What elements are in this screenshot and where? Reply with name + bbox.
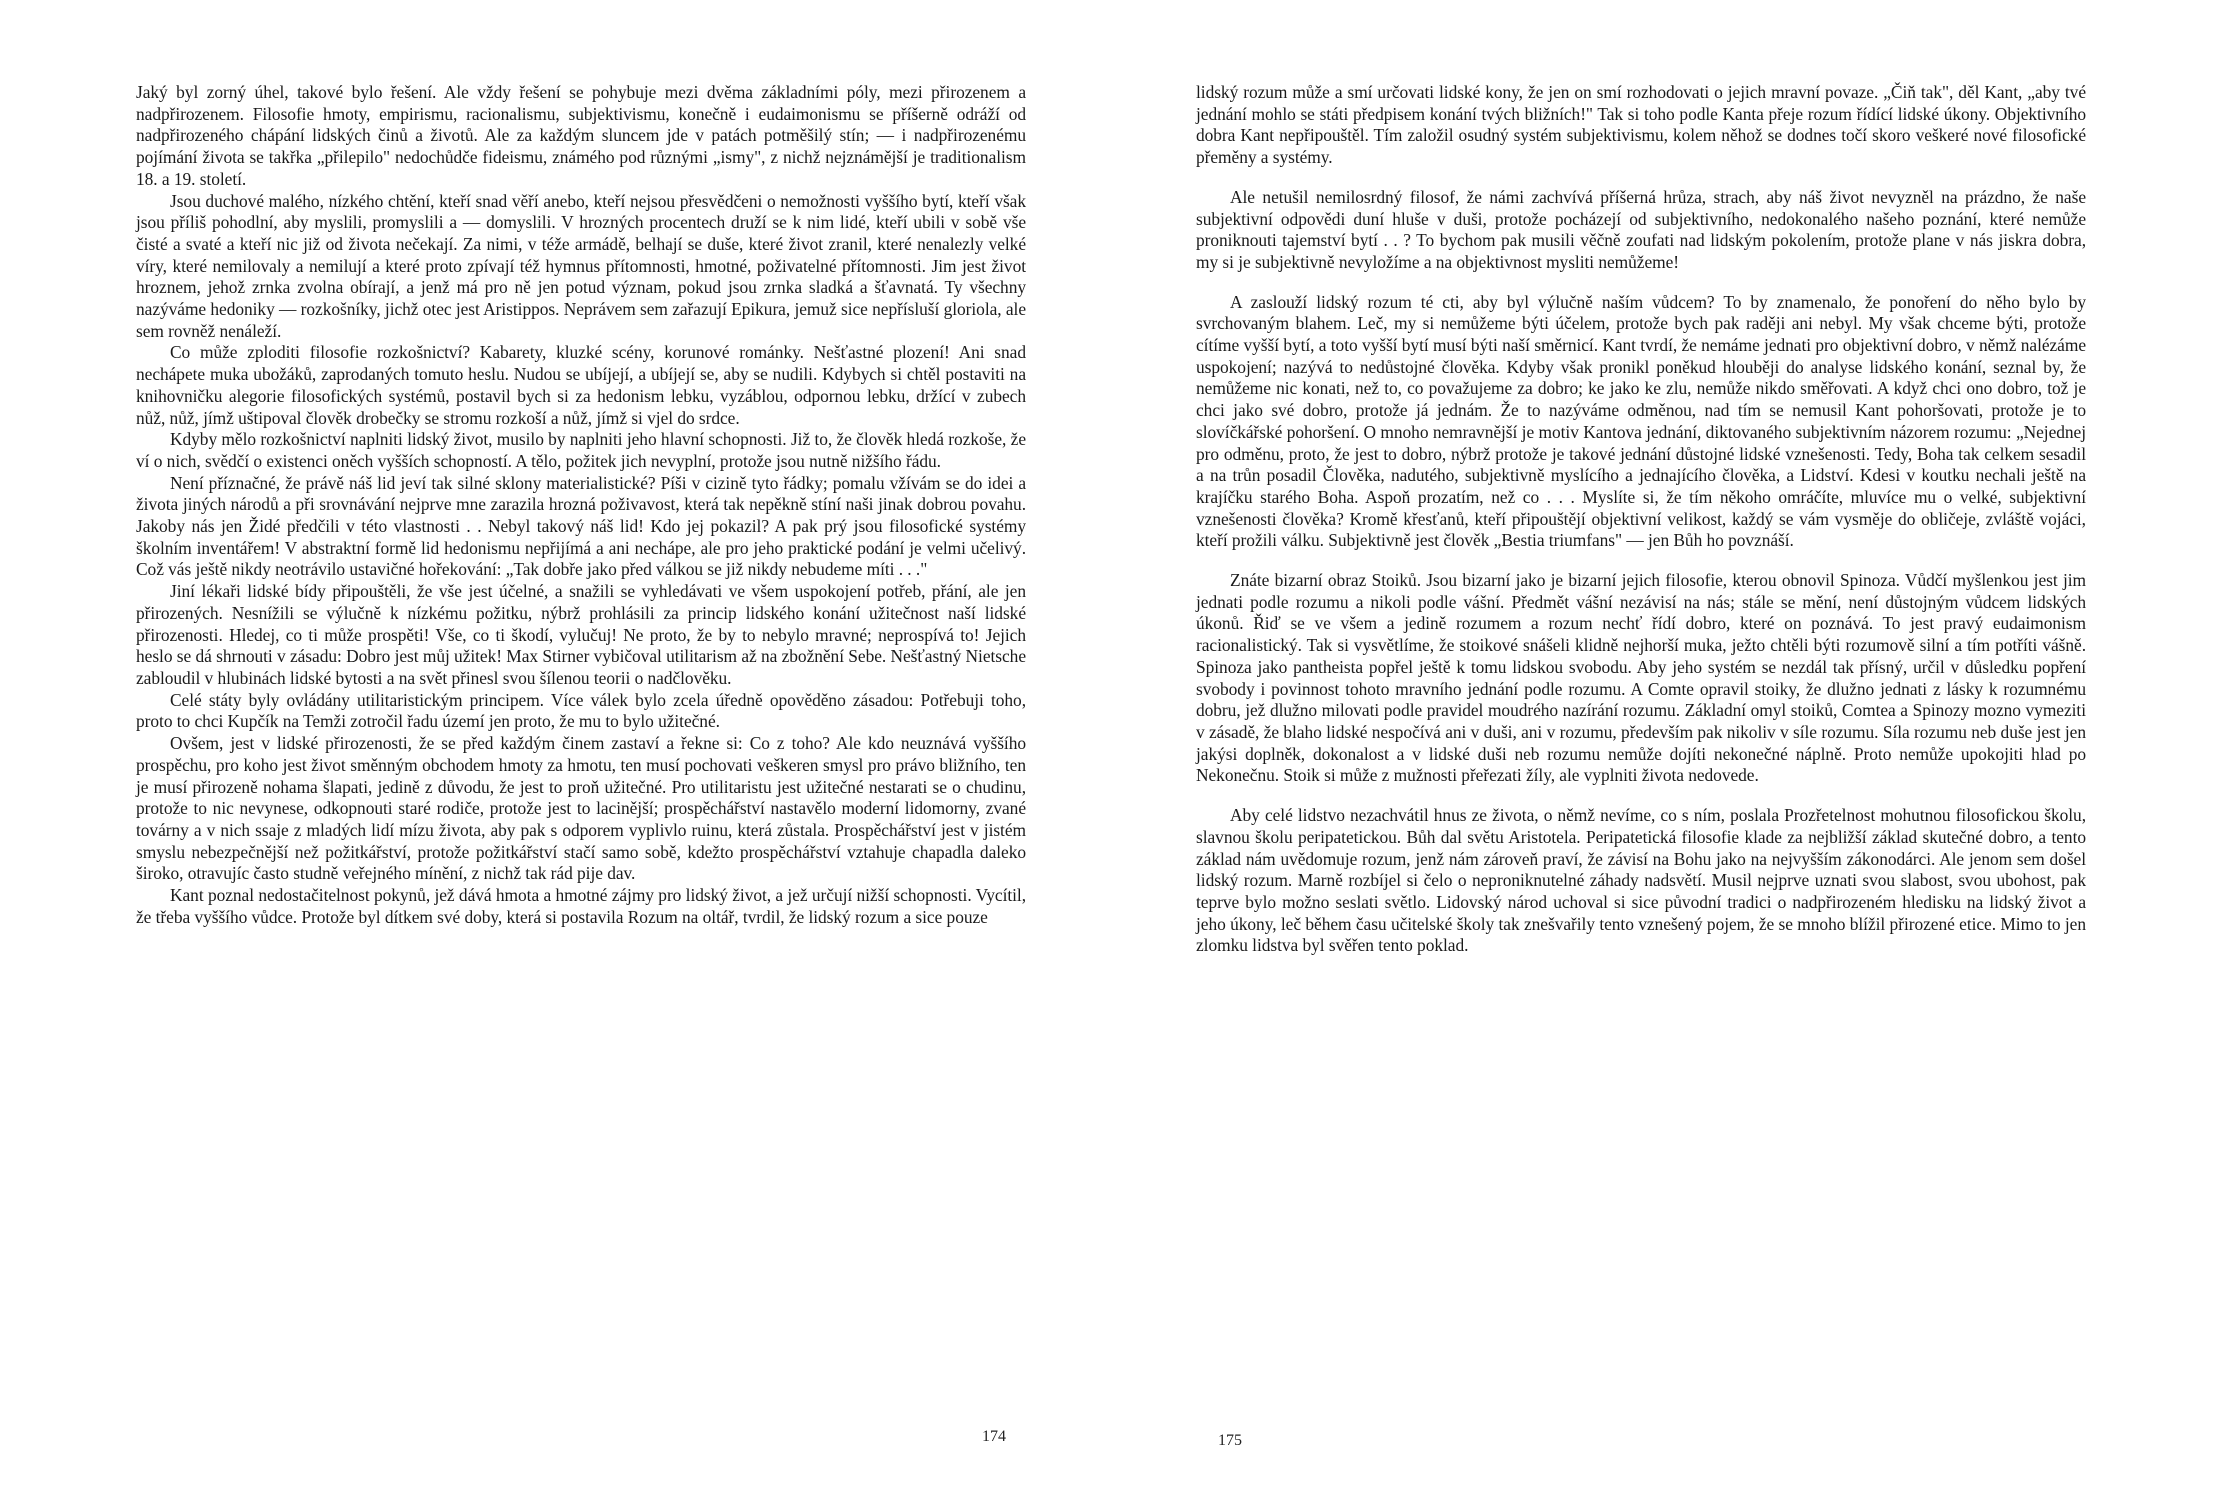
page-number-left: 174 [982,1428,1006,1445]
paragraph: Jaký byl zorný úhel, takové bylo řešení. Ale vždy řešení se pohybuje mezi dvěma základními póly, mezi přirozenem a nadpřirozenem. Filosofie hmoty, empirismu, racionalismu, subjektivismu, konečně i eudaimonismu se příšerně odráží od nadpřirozeného chápání lidských činů a životů. Ale za každým sluncem jde v patách potměšilý stín; — i nadpřirozenému pojímání života se takřka „přilepilo" nedochůdče fideismu, známého pod různými „ismy", z nichž nejznámější je traditionalism 18. a 19. století. [136,82,1026,189]
paragraph: Znáte bizarní obraz Stoiků. Jsou bizarní jako je bizarní jejich filosofie, kterou obnovil Spinoza. Vůdčí myšlenkou jest jim jednati podle rozumu a nikoli podle vášní. Předmět vášní nezávisí na nás; stále se mění, není důstojným vůdcem lidských úkonů. Řiď se ve všem a jedině rozumem a rozum nechť řídí dobro, které on poznává. To jest pravý eudaimonism racionalistický. Tak si vysvětlíme, že stoikové snášeli klidně nejhorší muka, ježto chtěli býti rozumově silní a tím potříti vášně. Spinoza jako pantheista popřel ještě k tomu lidskou svobodu. Aby jeho systém se nezdál tak přísný, určil v důsledku popření svobody i povinnost tohoto mravního jednání podle rozumu. A Comte opravil stoiky, že dlužno jednati z lásky k rozumnému dobru, jež dlužno milovati podle pravidel moudrého nazírání rozumu. Základní omyl stoiků, Comtea a Spinozy mozno vymeziti v zásadě, že blaho lidské nespočívá ani v duši, ani v rozumu, především pak nikoliv v síle rozumu. Síla rozumu neb duše jest jen jakýsi doplněk, dokonalost a v lidské duši neb rozumu nemůže dojíti nekonečné náplně. Proto nemůže upokojiti hlad po Nekonečnu. Stoik si může z mužnosti přeřezati žíly, ale vyplniti života nedovede. [1196,570,2086,786]
paragraph: Není příznačné, že právě náš lid jeví tak silné sklony materialistické? Píši v cizině tyto řádky; pomalu vžívám se do idei a života jiných národů a při srovnávání nejprve mne zarazila hrozná poživavost, která tak nepěkně stíní naši jinak dobrou povahu. Jakoby nás jen Židé předčili v této vlastnosti . . Nebyl takový náš lid! Kdo jej pokazil? A pak prý jsou filosofické systémy školním inventářem! V abstraktní formě lid hedonismu nepřijímá a ani nechápe, ale pro jeho praktické podání je velmi učelivý. Což vás ještě nikdy neotrávilo ustavičné hořekování: „Tak dobře jako před válkou se již nikdy nebudeme míti . . ." [136,472,1026,580]
paragraph: Ovšem, jest v lidské přirozenosti, že se před každým činem zastaví a řekne si: Co z toho? Ale kdo neuznává vyššího prospěchu, pro koho jest život směnným obchodem hmoty za hmotu, ten musí pochovati veškeren smysl pro právo bližního, ten je musí přirozeně nohama šlapati, jedině z důvodu, že jest to proň užitečné. Pro utilitaristu jest užitečné nestarati se o chudinu, protože to nic nevynese, odkopnouti staré rodiče, protože jest to lacinější; prospěchářství nastavělo moderní lidomorny, zvané továrny a v nich ssaje z mladých lidí mízu života, aby pak s odporem vyplivlo ruinu, která zůstala. Prospěchářství jest v jistém smyslu nebezpečnější než požitkářství, protože požitkářství stačí samo sobě, kdežto prospěchářství vztahuje chapadla daleko široko, otravujíc často studně veřejného mínění, z nichž tak rád pije dav. [136,733,1026,884]
paragraph: lidský rozum může a smí určovati lidské kony, že jen on smí rozhodovati o jejich mravní povaze. „Čiň tak", děl Kant, „aby tvé jednání mohlo se státi předpisem konání tvých bližních!" Tak si toho podle Kanta přeje rozum řídící lidské úkony. Objektivního dobra Kant nepřipouštěl. Tím založil osudný systém subjektivismu, kolem něhož se dodnes točí skoro veškeré nové filosofické přeměny a systémy. [1196,82,2086,168]
left-page [136,82,1026,1472]
paragraph: Celé státy byly ovládány utilitaristickým principem. Více válek bylo zcela úředně opověděno zásadou: Potřebuji toho, proto to chci Kupčík na Temži zotročil řadu území jen proto, že mu to bylo užitečné. [136,689,1026,732]
paragraph: Jiní lékaři lidské bídy připouštěli, že vše jest účelné, a snažili se vyhledávati ve všem uspokojení potřeb, přání, ale jen přirozených. Nesnížili se výlučně k nízkému požitku, nýbrž prohlásili za princip lidského konání užitečnost naší lidské přirozenosti. Hledej, co ti může prospěti! Vše, co ti škodí, vylučuj! Ne proto, že by to nebylo mravné; neprospívá to! Jejich heslo se dá shrnouti v zásadu: Dobro jest můj užitek! Max Stirner vybičoval utilitarism až na zbožnění Sebe. Nešťastný Nietsche zabloudil v hlubinách lidské bytosti a na svět přinesl svou šílenou teorii o nadčlověku. [136,581,1026,688]
paragraph: Kdyby mělo rozkošnictví naplniti lidský život, musilo by naplniti jeho hlavní schopnosti. Již to, že člověk hledá rozkoše, že ví o nich, svědčí o existenci oněch vyšších schopností. A tělo, požitek jich nevyplní, protože jsou nutně nižšího řádu. [136,429,1026,471]
paragraph: Ale netušil nemilosrdný filosof, že námi zachvívá příšerná hrůza, strach, aby náš život nevyzněl na prázdno, že naše subjektivní odpovědi duní hluše v duši, protože pocházejí od subjektivního, nedokonalého našeho poznání, které nemůže proniknouti tajemství bytí . . ? To bychom pak musili věčně zoufati nad lidským pokolením, protože plane v nás jiskra dobra, my si je subjektivně nevyložíme a na objektivnost mysliti nemůžeme! [1196,186,2086,272]
paragraph: Kant poznal nedostačitelnost pokynů, jež dává hmota a hmotné zájmy pro lidský život, a jež určují nižší schopnosti. Vycítil, že třeba vyššího vůdce. Protože byl dítkem své doby, která si postavila Rozum na oltář, tvrdil, že lidský rozum a sice pouze [136,885,1026,927]
paragraph: A zaslouží lidský rozum té cti, aby byl výlučně naším vůdcem? To by znamenalo, že ponoření do něho bylo by svrchovaným blahem. Leč, my si nemůžeme býti účelem, protože bych pak raději ani nebyl. My však chceme býti, protože cítíme vyšší bytí, a toto vyšší bytí musí býti naší směrnicí. Kant tvrdí, že nemáme jednati pro objektivní dobro, v němž nalézáme uspokojení; nazývá to nedůstojné člověka. Kdyby však pronikl poněkud hlouběji do analyse lidského konání, seznal by, že nemůžeme nic konati, než to, co považujeme za dobro; ke jako ke zlu, nemůže nikdo směřovati. A když chci ono dobro, tož je chci jako své dobro, protože já jednám. Že to nazýváme odměnou, nad tím se nemusil Kant pohoršovati, protože je to slovíčkářské pohoršení. O mnoho nemravnější je motiv Kantova jednání, diktovaného subjektivním názorem rozumu: „Nejednej pro odměnu, proto, že jest to dobro, nýbrž protože je takové jednání důstojné lidské vznešenosti. Tedy, Boha tak celkem sesadil a na trůn posadil Člověka, nadutého, subjektivně myslícího a jednajícího člověka, a Lidství. Kdesi v koutku nechali ještě na krajíčku starého Boha. Aspoň prozatím, než co . . . Myslíte si, že tím někoho omráčíte, mluvíce mu o velké, subjektivní vznešenosti člověka? Kromě křesťanů, kteří připouštějí objektivní velikost, každý se vám vysměje do obličeje, zvláště vojáci, kteří prožili válku. Subjektivně jest člověk „Bestia triumfans" — jen Bůh ho povznáší. [1196,291,2086,551]
paragraph: Jsou duchové malého, nízkého chtění, kteří snad věří anebo, kteří nejsou přesvědčeni o nemožnosti vyššího bytí, kteří však jsou příliš pohodlní, aby myslili, promyslili a — domyslili. V hrozných procentech druží se k nim lidé, kteří ubili v sobě vše čisté a svaté a kteří nic již od života nečekají. Za nimi, v téže armádě, belhají se duše, které život zranil, které nenalezly velké víry, které nemilovaly a nemilují a které proto zpívají též hymnus přítomnosti, hmotné, poživatelné přítomnosti. Jim jest život hroznem, jehož zrnka zvolna obírají, a jenž má pro ně jen potud význam, pokud jsou zrnka sladká a šťavnatá. Ty všechny nazýváme hedoniky — rozkošníky, jichž otec jest Aristippos. Neprávem sem zařazují Epikura, jemuž sice nepřísluší gloriola, ale sem rovněž nenáleží. [136,190,1026,341]
paragraph: Co může zploditi filosofie rozkošnictví? Kabarety, kluzké scény, korunové románky. Nešťastné plození! Ani snad nechápete muka ubožáků, zaprodaných tomuto heslu. Nudou se ubíjejí, a ubíjejí se, aby se nudili. Kdybych si chtěl postaviti na knihovničku alegorie filosofických systémů, postavil bych si za hedonism lebku, vyzáblou, odpornou lebku, držící v zubech nůž, nůž, jímž uštipoval člověk drobečky se stromu rozkoší a nůž, jímž si vjel do srdce. [136,342,1026,428]
paragraph: Aby celé lidstvo nezachvátil hnus ze života, o němž nevíme, co s ním, poslala Prozřetelnost mohutnou filosofickou školu, slavnou školu peripatetickou. Bůh dal světu Aristotela. Peripatetická filosofie klade za nejbližší základ skutečné dobro, a tento základ nám uvědomuje rozum, jenž nám zároveň praví, že závisí na Bohu jako na nejvyšším zákonodárci. Ale jenom sem došel lidský rozum. Marně rozbíjel si čelo o neproniknutelné záhady nadsvětí. Musil nejprve uznati svou slabost, svou ubohost, pak teprve bylo možno seslati světlo. Lidovský národ uchoval si sice původní tradici o nadpřirozeném hledisku na lidský život a jeho úkony, leč během času učitelské školy tak znešvařily tento vznešený pojem, že se mnoho blížil přirozené etice. Mimo to jen zlomku lidstva byl svěřen tento poklad. [1196,805,2086,956]
page-number-right: 175 [1218,1432,1242,1449]
right-page [1196,82,2086,1472]
